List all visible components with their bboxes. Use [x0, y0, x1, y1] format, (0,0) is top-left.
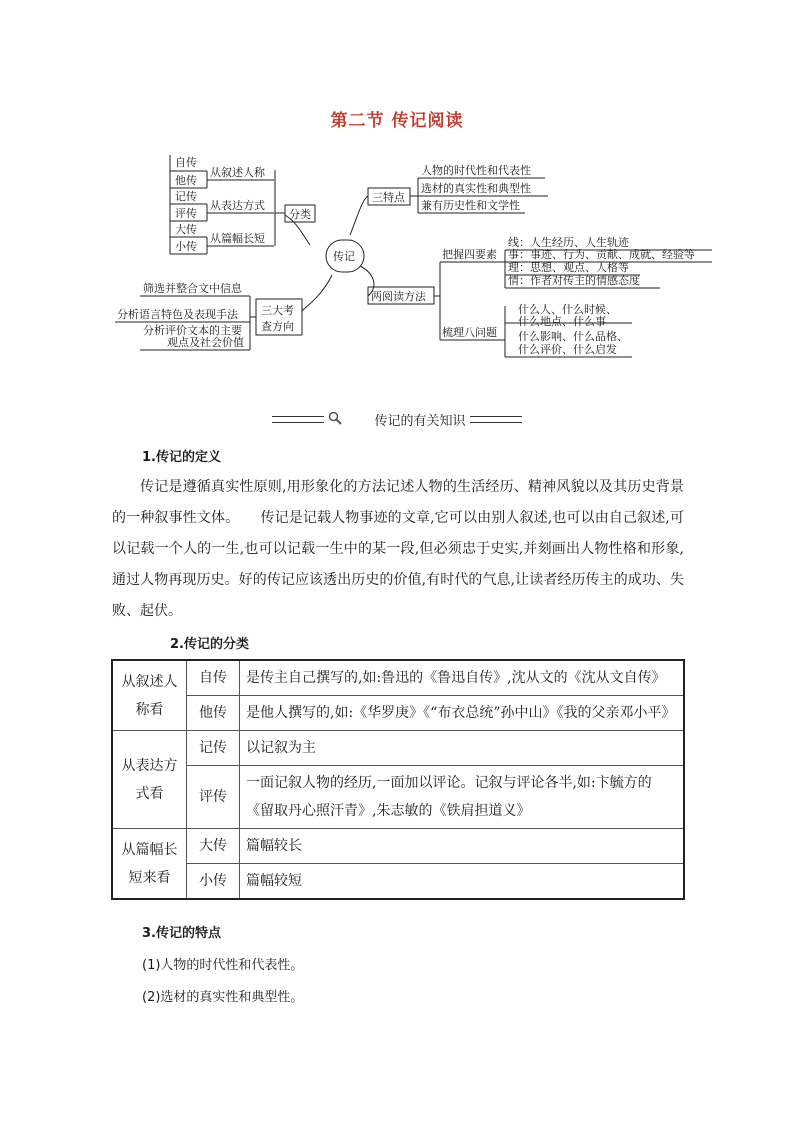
section-heading-text: 传记的有关知识	[374, 414, 466, 429]
mindmap-element-item: 情：作者对传主的情感态度	[508, 274, 640, 287]
mindmap-exam-item: 观点及社会价值	[167, 336, 244, 349]
mindmap-exam-label: 查方向	[261, 320, 294, 333]
table-group-cell: 从叙述人称看	[112, 660, 187, 731]
mindmap-group-label: 从叙述人称	[210, 166, 265, 179]
table-type-cell: 记传	[187, 731, 240, 766]
table-desc-cell: 篇幅较长	[240, 829, 685, 864]
table-type-cell: 评传	[187, 766, 240, 829]
mindmap-center-label: 传记	[333, 250, 355, 263]
table-type-cell: 他传	[187, 696, 240, 731]
table-type-cell: 小传	[187, 864, 240, 900]
classification-table	[111, 659, 685, 900]
table-desc-cell: 篇幅较短	[240, 864, 685, 900]
mindmap-leaf: 小传	[175, 240, 197, 253]
mindmap-link	[350, 196, 368, 235]
mindmap-leaf: 他传	[175, 174, 197, 187]
mindmap-leaf: 自传	[175, 156, 197, 169]
mindmap-features-label: 三特点	[372, 191, 405, 204]
table-row	[112, 766, 684, 829]
table-row	[112, 731, 684, 766]
mindmap-group-label: 从表达方式	[210, 199, 265, 212]
mindmap-eight-questions: 梳理八问题	[442, 326, 497, 339]
mindmap-group-label: 从篇幅长短	[210, 232, 265, 245]
mindmap-methods-label: 两阅读方法	[371, 290, 426, 303]
heading-rule	[470, 416, 522, 423]
mindmap-question-item: 什么人、什么时候、	[518, 303, 617, 316]
mindmap-element-item: 线：人生经历、人生轨迹	[508, 236, 629, 249]
features-heading: 3.传记的特点	[142, 926, 221, 941]
table-row	[112, 660, 684, 696]
mindmap-feature-item: 人物的时代性和代表性	[421, 164, 531, 177]
table-type-cell: 自传	[187, 660, 240, 696]
mindmap-feature-item: 选材的真实性和典型性	[421, 182, 531, 195]
mindmap-element-item: 理：思想、观点、人格等	[508, 261, 629, 274]
definition-heading: 1.传记的定义	[142, 450, 221, 465]
mindmap-leaf: 记传	[175, 190, 197, 203]
classification-heading: 2.传记的分类	[170, 637, 249, 652]
table-row	[112, 864, 684, 900]
mindmap-question-item: 什么评价、什么启发	[518, 343, 617, 356]
mindmap-exam-item: 分析评价文本的主要	[143, 324, 242, 337]
mindmap-fenlei-label: 分类	[289, 208, 311, 221]
heading-rule	[272, 416, 324, 423]
magnifier-icon	[328, 411, 342, 429]
page-title: 第二节 传记阅读	[330, 111, 464, 131]
table-desc-cell: 以记叙为主	[240, 731, 685, 766]
mindmap-question-item: 什么地点、什么事	[518, 315, 606, 328]
feature-item: (2)选材的真实性和典型性。	[142, 990, 304, 1005]
mindmap-exam-item: 筛选并整合文中信息	[143, 282, 242, 295]
table-row	[112, 696, 684, 731]
mindmap-element-item: 事：事迹、行为、贡献、成就、经验等	[508, 248, 695, 261]
table-desc-cell: 是传主自己撰写的,如:鲁迅的《鲁迅自传》,沈从文的《沈从文自传》	[240, 660, 685, 696]
mindmap-leaf: 评传	[175, 207, 197, 220]
mindmap-four-elements: 把握四要素	[442, 248, 497, 261]
mindmap-exam-label: 三大考	[261, 304, 294, 317]
table-desc-cell: 是他人撰写的,如:《华罗庚》《“布衣总统”孙中山》《我的父亲邓小平》	[240, 696, 685, 731]
mindmap-leaf: 大传	[175, 223, 197, 236]
table-row	[112, 829, 684, 864]
table-group-cell: 从表达方式看	[112, 731, 187, 829]
definition-text: 传记是遵循真实性原则,用形象化的方法记述人物的生活经历、精神风貌以及其历史背景的一种叙事性文体。 传记是记载人物事迹的文章,它可以由别人叙述,也可以由自己叙述,可以记载一个人的一生,也可以记载一生中的某一段,但必须忠于史实,并刻画出人物性格和形象,通过人物再现历史。好的传记应该透出历史的价值,有时代的气息,让读者经历传主的成功、失败、起伏。	[112, 479, 684, 619]
mindmap-feature-item: 兼有历史性和文学性	[421, 199, 520, 212]
table-group-cell: 从篇幅长短来看	[112, 829, 187, 900]
section-heading	[0, 410, 794, 429]
table-type-cell: 大传	[187, 829, 240, 864]
mindmap-exam-item: 分析语言特色及表现手法	[117, 308, 238, 321]
mind-map	[0, 0, 794, 370]
mindmap-question-item: 什么影响、什么品格、	[518, 330, 628, 343]
mindmap-link	[302, 275, 332, 312]
feature-item: (1)人物的时代性和代表性。	[142, 958, 304, 973]
table-desc-cell: 一面记叙人物的经历,一面加以评论。记叙与评论各半,如:卞毓方的《留取丹心照汗青》,朱志敏的《铁肩担道义》	[240, 766, 685, 829]
